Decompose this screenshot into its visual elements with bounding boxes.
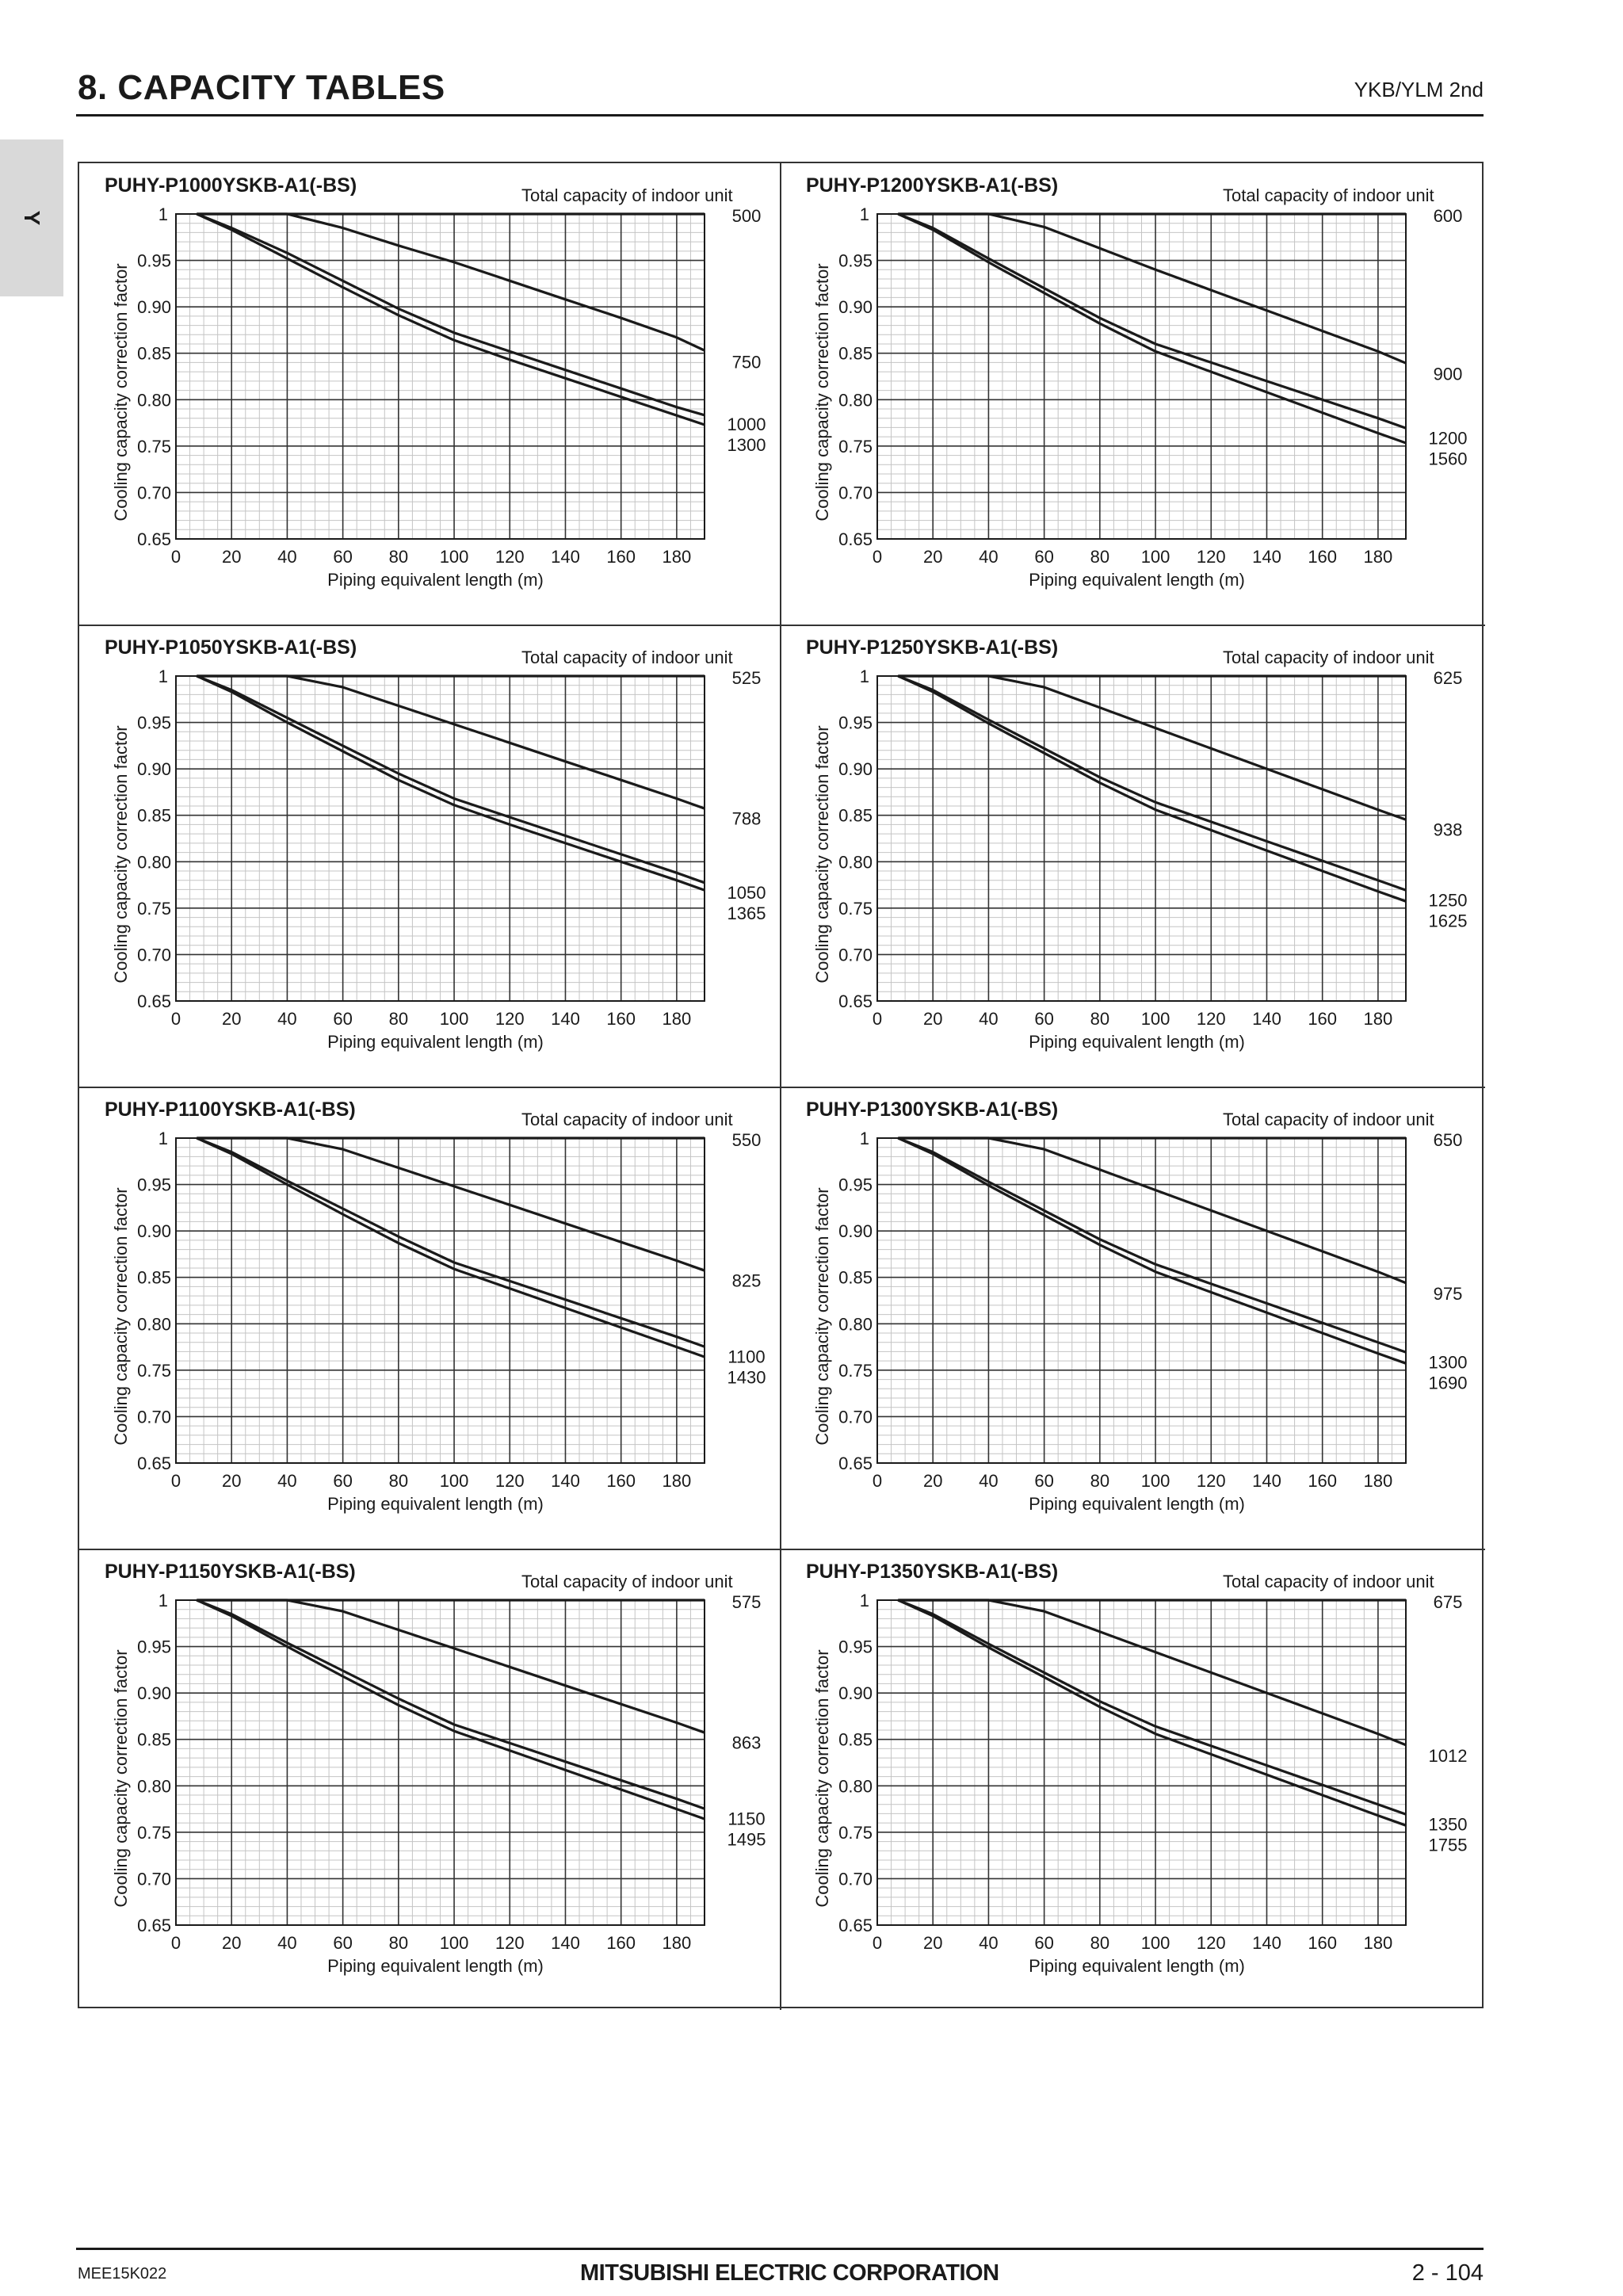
y-tick-label: 0.95 — [137, 1637, 171, 1657]
y-tick-label: 0.85 — [137, 1267, 171, 1288]
y-tick-label: 0.70 — [838, 1869, 873, 1889]
x-axis-label: Piping equivalent length (m) — [327, 1032, 544, 1052]
x-tick-label: 20 — [221, 1471, 242, 1491]
series-label-500: 500 — [731, 206, 762, 226]
y-tick-label: 0.70 — [838, 1407, 873, 1427]
y-tick-label: 0.70 — [137, 1869, 171, 1889]
y-tick-label: 0.65 — [137, 1454, 171, 1473]
y-tick-label: 1 — [859, 1591, 869, 1610]
y-tick-label: 1 — [859, 1129, 869, 1148]
y-tick-label: 0.80 — [838, 852, 873, 873]
footer-document-id: MEE15K022 — [78, 2265, 167, 2283]
y-axis-label: Cooling capacity correction factor — [812, 1187, 832, 1446]
x-tick-label: 160 — [1308, 1471, 1338, 1491]
y-tick-label: 0.75 — [137, 1822, 171, 1843]
x-tick-label: 20 — [922, 547, 943, 567]
x-tick-label: 80 — [1090, 1009, 1110, 1029]
y-tick-label: 0.65 — [137, 991, 171, 1011]
series-label-1012: 1012 — [1428, 1745, 1468, 1766]
series-label-1000: 1000 — [727, 414, 766, 434]
x-tick-label: 120 — [495, 1471, 525, 1491]
y-tick-label: 0.85 — [838, 1729, 873, 1750]
capacity-chart — [806, 174, 1467, 590]
x-tick-label: 20 — [922, 1009, 943, 1029]
y-tick-label: 0.85 — [137, 1729, 171, 1750]
series-label-1050: 1050 — [727, 883, 766, 904]
x-tick-label: 120 — [1196, 547, 1226, 567]
x-tick-label: 160 — [606, 547, 636, 567]
series-line-1625 — [898, 676, 1419, 907]
y-tick-label: 0.85 — [838, 805, 873, 826]
series-label-1200: 1200 — [1428, 428, 1468, 449]
y-tick-label: 0.90 — [137, 297, 171, 318]
x-tick-label: 180 — [1363, 547, 1393, 567]
series-line-1495 — [197, 1600, 718, 1824]
y-tick-label: 0.65 — [838, 529, 873, 549]
legend-title: Total capacity of indoor unit — [1223, 648, 1434, 667]
chart-title: PUHY-P1100YSKB-A1(-BS) — [105, 1098, 356, 1121]
x-tick-label: 100 — [1140, 1471, 1170, 1491]
header-divider — [76, 114, 1484, 117]
x-tick-label: 100 — [1140, 1933, 1170, 1953]
y-tick-label: 0.70 — [838, 945, 873, 965]
series-label-900: 900 — [1433, 364, 1463, 384]
x-tick-label: 140 — [551, 1471, 580, 1491]
x-tick-label: 180 — [1363, 1471, 1393, 1491]
x-tick-label: 60 — [333, 547, 353, 567]
series-label-750: 750 — [731, 352, 762, 372]
x-tick-label: 0 — [872, 1933, 883, 1953]
y-tick-label: 0.85 — [137, 343, 171, 364]
y-tick-label: 0.85 — [838, 1267, 873, 1288]
y-tick-label: 0.75 — [137, 1360, 171, 1381]
x-tick-label: 0 — [170, 1933, 181, 1953]
y-tick-label: 1 — [158, 1129, 168, 1148]
series-line-788 — [197, 676, 718, 813]
legend-title: Total capacity of indoor unit — [521, 1572, 733, 1591]
x-tick-label: 100 — [1140, 1009, 1170, 1029]
series-label-650: 650 — [1433, 1130, 1463, 1150]
x-tick-label: 60 — [1034, 1471, 1054, 1491]
x-tick-label: 160 — [1308, 1933, 1338, 1953]
x-axis-label: Piping equivalent length (m) — [1029, 1494, 1245, 1514]
x-axis-label: Piping equivalent length (m) — [1029, 1956, 1245, 1976]
x-tick-label: 140 — [551, 1009, 580, 1029]
x-tick-label: 20 — [922, 1933, 943, 1953]
x-tick-label: 20 — [922, 1471, 943, 1491]
y-tick-label: 0.75 — [137, 436, 171, 457]
x-tick-label: 120 — [495, 547, 525, 567]
y-tick-label: 1 — [859, 204, 869, 224]
series-line-825 — [197, 1138, 718, 1275]
x-tick-label: 120 — [1196, 1933, 1226, 1953]
x-tick-label: 0 — [872, 547, 883, 567]
series-label-575: 575 — [731, 1592, 762, 1612]
x-tick-label: 180 — [662, 1933, 692, 1953]
series-label-863: 863 — [731, 1733, 762, 1753]
series-line-1050 — [197, 676, 718, 888]
x-tick-label: 80 — [1090, 1471, 1110, 1491]
y-tick-label: 0.70 — [137, 945, 171, 965]
x-tick-label: 160 — [606, 1933, 636, 1953]
y-tick-label: 0.90 — [838, 1221, 873, 1242]
series-label-675: 675 — [1433, 1592, 1463, 1612]
y-tick-label: 1 — [158, 667, 168, 686]
series-label-1690: 1690 — [1428, 1373, 1468, 1393]
x-tick-label: 160 — [1308, 547, 1338, 567]
x-axis-label: Piping equivalent length (m) — [327, 1956, 544, 1976]
series-label-1300: 1300 — [727, 434, 766, 455]
series-line-1560 — [898, 214, 1419, 448]
y-tick-label: 0.80 — [137, 1776, 171, 1797]
capacity-chart — [806, 1561, 1467, 1976]
chart-title: PUHY-P1300YSKB-A1(-BS) — [806, 1098, 1059, 1121]
y-tick-label: 0.65 — [838, 991, 873, 1011]
series-label-975: 975 — [1433, 1283, 1463, 1304]
series-label-788: 788 — [731, 808, 762, 829]
x-tick-label: 80 — [1090, 547, 1110, 567]
x-tick-label: 120 — [1196, 1471, 1226, 1491]
y-tick-label: 0.90 — [137, 1221, 171, 1242]
x-tick-label: 140 — [1252, 1933, 1281, 1953]
x-tick-label: 80 — [1090, 1933, 1110, 1953]
x-tick-label: 60 — [1034, 1933, 1054, 1953]
chart-title: PUHY-P1250YSKB-A1(-BS) — [806, 636, 1059, 659]
y-axis-label: Cooling capacity correction factor — [812, 725, 832, 984]
chart-title: PUHY-P1350YSKB-A1(-BS) — [806, 1561, 1059, 1583]
series-label-625: 625 — [1433, 668, 1463, 688]
x-tick-label: 40 — [277, 1471, 297, 1491]
page-title: 8. CAPACITY TABLES — [78, 68, 445, 107]
series-label-1250: 1250 — [1428, 890, 1468, 911]
y-tick-label: 0.65 — [838, 1916, 873, 1935]
legend-title: Total capacity of indoor unit — [1223, 1572, 1434, 1591]
y-tick-label: 0.90 — [838, 1683, 873, 1704]
y-axis-label: Cooling capacity correction factor — [111, 1649, 131, 1908]
series-label-1560: 1560 — [1428, 449, 1468, 469]
y-tick-label: 0.80 — [137, 1314, 171, 1335]
capacity-chart — [105, 1561, 766, 1976]
x-tick-label: 180 — [662, 1009, 692, 1029]
y-tick-label: 0.75 — [838, 1360, 873, 1381]
y-tick-label: 0.80 — [838, 1314, 873, 1335]
y-tick-label: 0.75 — [838, 898, 873, 919]
x-tick-label: 40 — [979, 1471, 999, 1491]
y-tick-label: 0.65 — [137, 1916, 171, 1935]
capacity-chart — [806, 1098, 1467, 1514]
capacity-chart — [806, 636, 1467, 1052]
x-tick-label: 0 — [872, 1471, 883, 1491]
x-tick-label: 160 — [1308, 1009, 1338, 1029]
chart-title: PUHY-P1000YSKB-A1(-BS) — [105, 174, 357, 197]
legend-title: Total capacity of indoor unit — [1223, 185, 1434, 205]
x-tick-label: 0 — [170, 1009, 181, 1029]
y-tick-label: 0.80 — [838, 390, 873, 411]
y-tick-label: 0.95 — [137, 1175, 171, 1195]
x-tick-label: 180 — [662, 1471, 692, 1491]
x-tick-label: 80 — [388, 1471, 409, 1491]
y-tick-label: 0.65 — [137, 529, 171, 549]
y-tick-label: 0.70 — [137, 1407, 171, 1427]
x-tick-label: 40 — [979, 1933, 999, 1953]
x-tick-label: 120 — [495, 1009, 525, 1029]
series-label-825: 825 — [731, 1270, 762, 1291]
y-tick-label: 0.70 — [838, 483, 873, 503]
y-tick-label: 0.95 — [838, 1637, 873, 1657]
x-tick-label: 180 — [1363, 1009, 1393, 1029]
x-tick-label: 180 — [662, 547, 692, 567]
series-label-1430: 1430 — [727, 1367, 766, 1388]
series-label-550: 550 — [731, 1130, 762, 1150]
capacity-chart — [105, 636, 766, 1052]
capacity-chart — [105, 174, 766, 590]
y-tick-label: 0.80 — [137, 390, 171, 411]
y-tick-label: 1 — [158, 204, 168, 224]
legend-title: Total capacity of indoor unit — [521, 185, 733, 205]
y-tick-label: 0.90 — [137, 1683, 171, 1704]
y-tick-label: 0.75 — [137, 898, 171, 919]
x-tick-label: 180 — [1363, 1933, 1393, 1953]
y-axis-label: Cooling capacity correction factor — [111, 725, 131, 984]
x-tick-label: 20 — [221, 1933, 242, 1953]
series-label-938: 938 — [1433, 819, 1463, 840]
x-tick-label: 20 — [221, 547, 242, 567]
x-tick-label: 160 — [606, 1471, 636, 1491]
x-tick-label: 0 — [872, 1009, 883, 1029]
series-line-1100 — [197, 1138, 718, 1351]
y-tick-label: 0.80 — [137, 852, 171, 873]
document-code: YKB/YLM 2nd — [1354, 78, 1484, 101]
y-axis-label: Cooling capacity correction factor — [812, 263, 832, 521]
x-tick-label: 0 — [170, 547, 181, 567]
series-line-1150 — [197, 1600, 718, 1813]
legend-title: Total capacity of indoor unit — [521, 648, 733, 667]
chart-title: PUHY-P1150YSKB-A1(-BS) — [105, 1561, 356, 1583]
y-axis-label: Cooling capacity correction factor — [111, 263, 131, 521]
y-tick-label: 0.95 — [838, 1175, 873, 1195]
series-label-1300: 1300 — [1428, 1352, 1468, 1373]
capacity-charts-svg — [79, 163, 1485, 2010]
series-label-1100: 1100 — [727, 1347, 766, 1367]
x-tick-label: 60 — [333, 1933, 353, 1953]
y-tick-label: 0.75 — [838, 436, 873, 457]
x-tick-label: 160 — [606, 1009, 636, 1029]
y-tick-label: 0.80 — [838, 1776, 873, 1797]
y-tick-label: 0.70 — [137, 483, 171, 503]
series-label-1625: 1625 — [1428, 911, 1468, 931]
x-tick-label: 60 — [333, 1471, 353, 1491]
y-tick-label: 0.90 — [838, 297, 873, 318]
series-label-1495: 1495 — [727, 1829, 766, 1850]
x-tick-label: 140 — [551, 1933, 580, 1953]
y-tick-label: 0.95 — [838, 250, 873, 271]
capacity-chart-grid — [78, 162, 1484, 2008]
x-tick-label: 40 — [277, 1933, 297, 1953]
capacity-chart — [105, 1098, 766, 1514]
x-tick-label: 100 — [439, 1009, 469, 1029]
y-tick-label: 0.85 — [838, 343, 873, 364]
chart-title: PUHY-P1200YSKB-A1(-BS) — [806, 174, 1059, 197]
legend-title: Total capacity of indoor unit — [521, 1110, 733, 1129]
x-tick-label: 100 — [1140, 547, 1170, 567]
x-axis-label: Piping equivalent length (m) — [1029, 570, 1245, 590]
series-label-600: 600 — [1433, 206, 1463, 226]
x-tick-label: 100 — [439, 1933, 469, 1953]
x-tick-label: 80 — [388, 547, 409, 567]
section-tab-label: Y — [20, 210, 44, 226]
x-axis-label: Piping equivalent length (m) — [327, 570, 544, 590]
x-axis-label: Piping equivalent length (m) — [327, 1494, 544, 1514]
x-axis-label: Piping equivalent length (m) — [1029, 1032, 1245, 1052]
series-line-1690 — [898, 1138, 1419, 1369]
series-line-1430 — [197, 1138, 718, 1362]
x-tick-label: 140 — [1252, 1009, 1281, 1029]
x-tick-label: 20 — [221, 1009, 242, 1029]
series-label-1150: 1150 — [727, 1809, 766, 1829]
legend-title: Total capacity of indoor unit — [1223, 1110, 1434, 1129]
x-tick-label: 40 — [277, 1009, 297, 1029]
y-tick-label: 0.90 — [838, 759, 873, 780]
series-label-1755: 1755 — [1428, 1835, 1468, 1855]
y-tick-label: 0.90 — [137, 759, 171, 780]
x-tick-label: 140 — [551, 547, 580, 567]
x-tick-label: 80 — [388, 1933, 409, 1953]
y-axis-label: Cooling capacity correction factor — [812, 1649, 832, 1908]
y-tick-label: 0.95 — [838, 712, 873, 733]
footer-page-number: 2 - 104 — [1411, 2260, 1484, 2286]
x-tick-label: 40 — [277, 547, 297, 567]
y-axis-label: Cooling capacity correction factor — [111, 1187, 131, 1446]
series-line-1000 — [197, 214, 718, 419]
x-tick-label: 140 — [1252, 1471, 1281, 1491]
y-tick-label: 0.65 — [838, 1454, 873, 1473]
chart-title: PUHY-P1050YSKB-A1(-BS) — [105, 636, 357, 659]
x-tick-label: 120 — [1196, 1009, 1226, 1029]
y-tick-label: 1 — [859, 667, 869, 686]
x-tick-label: 40 — [979, 1009, 999, 1029]
footer-company-name: MITSUBISHI ELECTRIC CORPORATION — [580, 2260, 999, 2286]
section-tab[interactable] — [0, 139, 63, 296]
x-tick-label: 140 — [1252, 547, 1281, 567]
series-label-1350: 1350 — [1428, 1814, 1468, 1835]
y-tick-label: 0.95 — [137, 250, 171, 271]
footer-divider — [76, 2248, 1484, 2250]
y-tick-label: 1 — [158, 1591, 168, 1610]
x-tick-label: 0 — [170, 1471, 181, 1491]
x-tick-label: 40 — [979, 547, 999, 567]
series-line-750 — [197, 214, 718, 357]
y-tick-label: 0.75 — [838, 1822, 873, 1843]
x-tick-label: 100 — [439, 547, 469, 567]
y-tick-label: 0.85 — [137, 805, 171, 826]
series-line-863 — [197, 1600, 718, 1737]
x-tick-label: 100 — [439, 1471, 469, 1491]
series-label-525: 525 — [731, 668, 762, 688]
y-tick-label: 0.95 — [137, 712, 171, 733]
x-tick-label: 80 — [388, 1009, 409, 1029]
series-line-1755 — [898, 1600, 1419, 1831]
x-tick-label: 60 — [1034, 547, 1054, 567]
x-tick-label: 60 — [333, 1009, 353, 1029]
series-label-1365: 1365 — [727, 904, 766, 924]
x-tick-label: 120 — [495, 1933, 525, 1953]
x-tick-label: 60 — [1034, 1009, 1054, 1029]
